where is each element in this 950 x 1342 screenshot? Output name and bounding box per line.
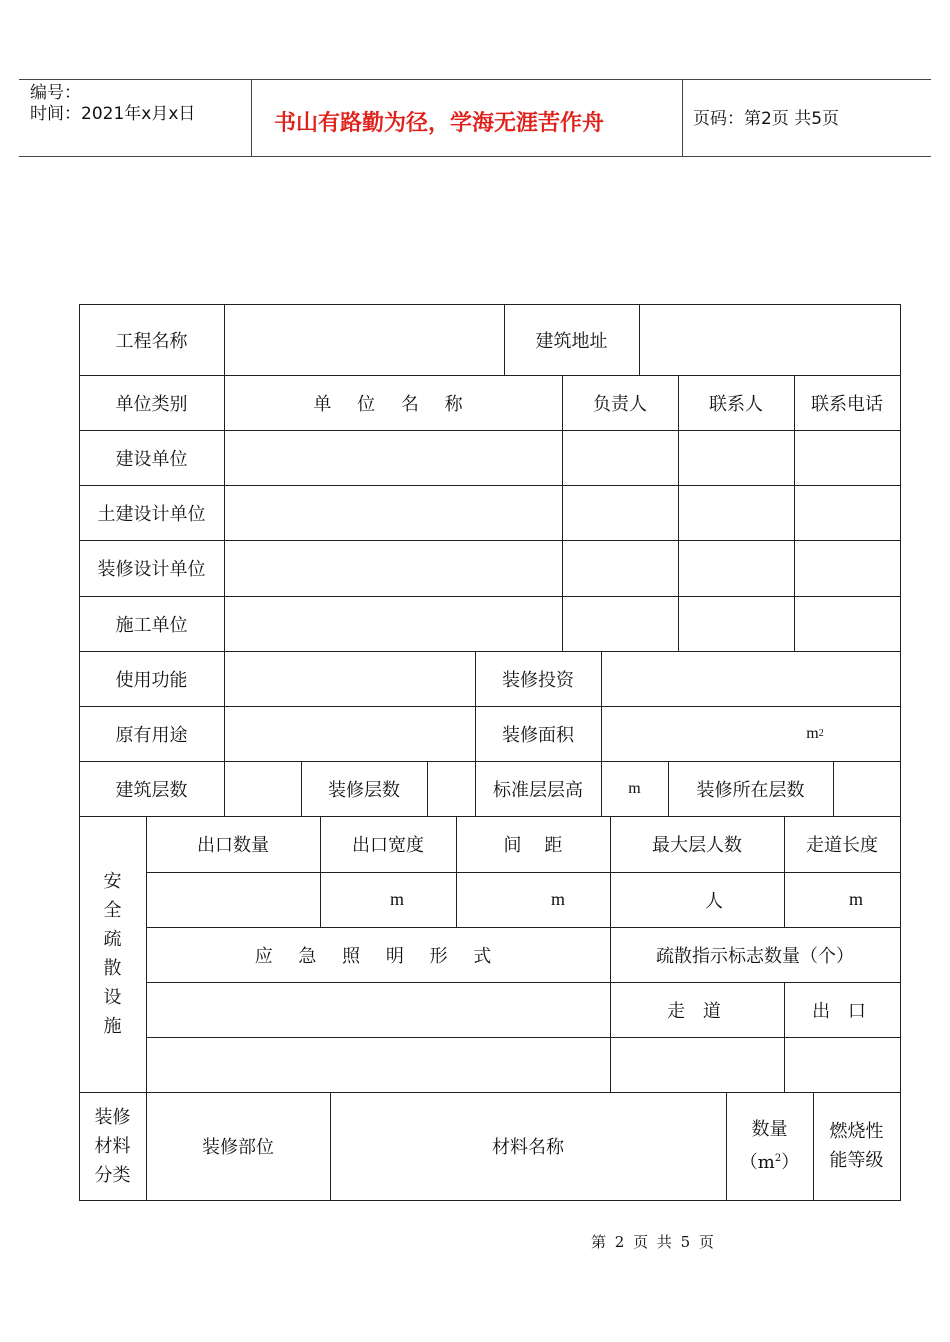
spacing-unit: m — [550, 889, 565, 909]
unit-name-header: 单 位 名 称 — [313, 393, 473, 415]
page-footer: 第 2 页 共 5 页 — [591, 1233, 716, 1251]
exit-sign-field[interactable] — [785, 1038, 899, 1091]
decoration-investment-field[interactable] — [602, 652, 899, 705]
decoration-located-floor-label: 装修所在层数 — [696, 779, 805, 801]
exit-width-header: 出口宽度 — [352, 835, 424, 856]
decoration-area-label: 装修面积 — [502, 724, 574, 746]
spacing-header: 间 距 — [503, 835, 563, 856]
exit-count-header: 出口数量 — [197, 835, 269, 856]
construction-unit-label: 建设单位 — [115, 448, 188, 470]
time-label: 时间：2021年x月x日 — [30, 104, 196, 124]
decoration-design-unit-label: 装修设计单位 — [97, 559, 206, 580]
evacuation-sign-count-header: 疏散指示标志数量（个） — [656, 945, 854, 967]
standard-floor-height-label: 标准层层高 — [493, 779, 583, 801]
building-address-field[interactable] — [640, 305, 899, 374]
safety-evacuation-label: 安 全 疏 散 设 施 — [103, 871, 122, 1037]
original-use-field[interactable] — [225, 707, 474, 760]
exit-sign-header: 出 口 — [812, 1000, 872, 1022]
decoration-part-header: 装修部位 — [202, 1137, 274, 1158]
person-in-charge-header: 负责人 — [593, 393, 647, 415]
page-number-label: 页码：第2页 共5页 — [693, 109, 840, 129]
number-label: 编号： — [30, 83, 81, 103]
civil-design-unit-label: 土建设计单位 — [97, 503, 206, 525]
original-use-label: 原有用途 — [115, 724, 188, 746]
max-occupancy-header: 最大层人数 — [652, 835, 742, 856]
use-function-label: 使用功能 — [115, 669, 188, 691]
material-category-label: 装修 材料 分类 — [94, 1106, 131, 1186]
floor-height-unit: m — [628, 779, 641, 797]
exit-count-field[interactable] — [147, 873, 319, 926]
builder-unit-label: 施工单位 — [115, 614, 188, 636]
contact-phone-header: 联系电话 — [811, 393, 883, 415]
corridor-sign-header: 走 道 — [667, 1000, 727, 1022]
decoration-floors-label: 装修层数 — [328, 779, 400, 801]
project-name-label: 工程名称 — [115, 330, 188, 352]
emergency-lighting-header: 应 急 照 明 形 式 — [254, 945, 502, 967]
building-address-label: 建筑地址 — [535, 330, 608, 352]
quantity-header: 数量 $(m^2)$ — [739, 1119, 800, 1173]
decoration-investment-label: 装修投资 — [502, 669, 574, 691]
unit-category-header: 单位类别 — [115, 393, 188, 415]
corridor-sign-field[interactable] — [611, 1038, 783, 1091]
emergency-lighting-field[interactable] — [147, 983, 609, 1091]
fire-rating-header: 燃烧性 能等级 — [829, 1121, 884, 1171]
use-function-field[interactable] — [225, 652, 474, 705]
building-floors-label: 建筑层数 — [115, 779, 188, 801]
contact-header: 联系人 — [709, 393, 763, 415]
max-occupancy-unit: 人 — [705, 890, 723, 911]
material-name-header: 材料名称 — [492, 1137, 564, 1158]
exit-width-unit: m — [389, 889, 404, 909]
motto-text: 书山有路勤为径，学海无涯苦作舟 — [274, 111, 605, 136]
decoration-area-unit: m 2 — [806, 724, 824, 742]
project-name-field[interactable] — [225, 305, 503, 374]
corridor-length-header: 走道长度 — [806, 835, 878, 856]
corridor-length-unit: m — [848, 889, 863, 909]
